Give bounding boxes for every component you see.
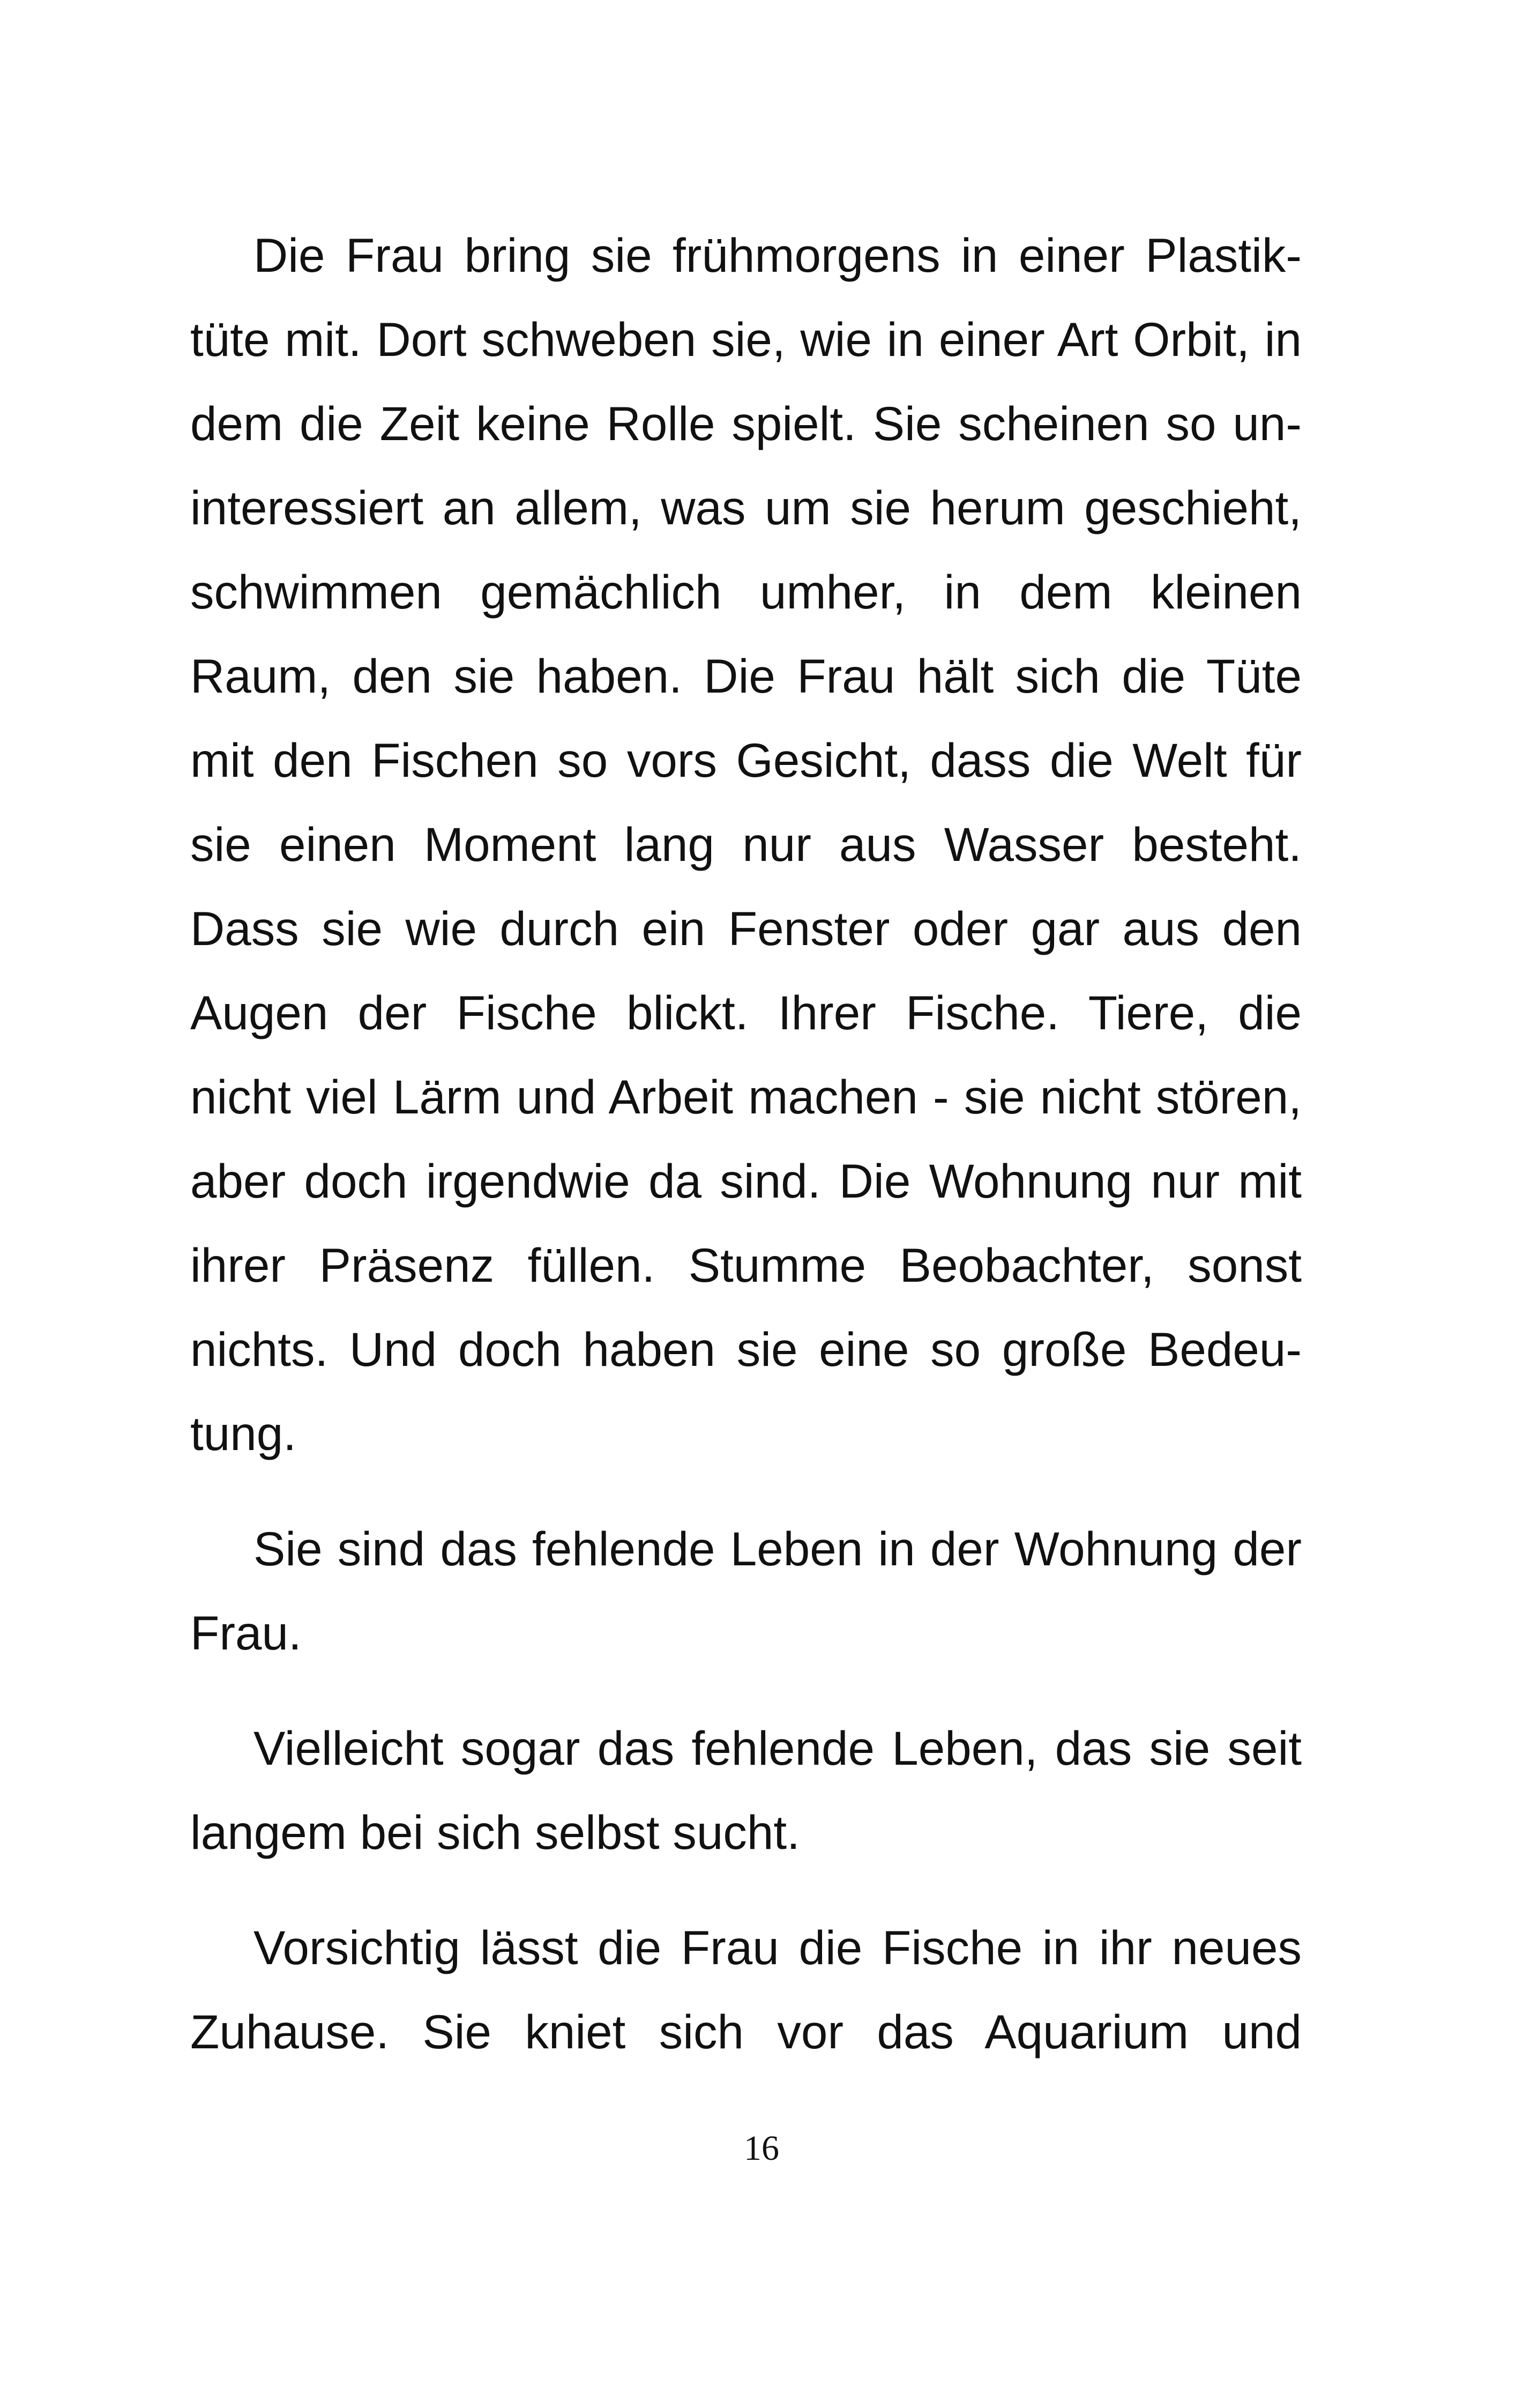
text-line: ihrer Präsenz füllen. Stumme Beobachter, sonst [190,1238,1302,1292]
paragraph [190,213,1302,1476]
text-line: Die Frau bring sie frühmorgens in einer Plastik- [253,228,1302,282]
text-line: Dass sie wie durch ein Fenster oder gar aus den [190,902,1302,955]
text-line: Frau. [190,1606,302,1660]
text-line: Raum, den sie haben. Die Frau hält sich die Tüte [190,649,1302,703]
paragraph [190,1507,1302,1675]
paragraph [190,1706,1302,1875]
paragraph [190,1906,1302,2074]
text-line: Vielleicht sogar das fehlende Leben, das sie seit [253,1721,1302,1775]
text-line: mit den Fischen so vors Gesicht, dass die Welt für [190,733,1302,787]
text-line: aber doch irgendwie da sind. Die Wohnung nur mit [190,1154,1302,1208]
text-line: langem bei sich selbst sucht. [190,1805,800,1859]
body-text [190,213,1302,2074]
page-number: 16 [744,2129,779,2168]
text-line: nichts. Und doch haben sie eine so große Bedeu- [190,1322,1302,1376]
text-line: sie einen Moment lang nur aus Wasser besteht. [190,817,1302,871]
text-line: nicht viel Lärm und Arbeit machen - sie nicht stören, [190,1070,1302,1124]
text-line: interessiert an allem, was um sie herum geschieht, [190,481,1302,534]
paragraph-gap [190,1476,1302,1507]
text-line: tung. [190,1407,296,1460]
text-line: schwimmen gemächlich umher, in dem kleinen [190,565,1302,619]
text-line: Augen der Fische blickt. Ihrer Fische. Tiere, die [190,986,1302,1039]
text-line: Sie sind das fehlende Leben in der Wohnung der [253,1522,1302,1575]
text-line: tüte mit. Dort schweben sie, wie in einer Art Orbit, in [190,313,1302,366]
text-line: Vorsichtig lässt die Frau die Fische in ihr neues [253,1921,1302,1974]
text-line: Zuhause. Sie kniet sich vor das Aquarium und [190,2005,1302,2058]
text-line: dem die Zeit keine Rolle spielt. Sie scheinen so un- [190,397,1302,450]
paragraph-gap [190,1875,1302,1906]
paragraph-gap [190,1675,1302,1706]
